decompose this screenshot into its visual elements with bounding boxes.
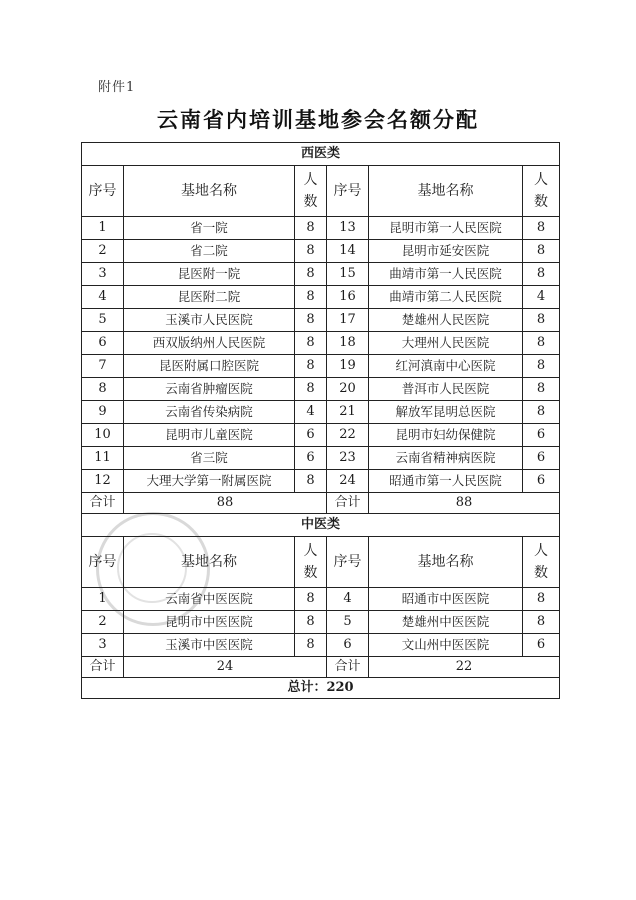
count-cell: 8 — [295, 470, 327, 493]
base-name-cell: 云南省肿瘤医院 — [124, 378, 295, 401]
base-name-cell: 昆明市第一人民医院 — [369, 217, 523, 240]
count-cell: 4 — [523, 286, 560, 309]
table-row — [82, 634, 560, 657]
seq-cell: 24 — [327, 470, 369, 493]
seq-cell: 14 — [327, 240, 369, 263]
header-count: 人 数 — [295, 537, 327, 588]
seq-cell: 16 — [327, 286, 369, 309]
header-count-2: 人 数 — [523, 166, 560, 217]
base-name-cell: 文山州中医医院 — [369, 634, 523, 657]
seq-cell: 18 — [327, 332, 369, 355]
base-name-cell: 昆明市延安医院 — [369, 240, 523, 263]
table-row — [82, 332, 560, 355]
header-seq-2: 序号 — [327, 537, 369, 588]
count-cell: 8 — [523, 611, 560, 634]
table-row — [82, 401, 560, 424]
base-name-cell: 解放军昆明总医院 — [369, 401, 523, 424]
chinese-subtotal-label-2: 合计 — [327, 657, 369, 678]
seq-cell: 3 — [82, 634, 124, 657]
header-count-2: 人 数 — [523, 537, 560, 588]
seq-cell: 7 — [82, 355, 124, 378]
count-cell: 8 — [523, 240, 560, 263]
base-name-cell: 昆明市中医医院 — [124, 611, 295, 634]
seq-cell: 3 — [82, 263, 124, 286]
table-row — [82, 355, 560, 378]
seq-cell: 4 — [327, 588, 369, 611]
table-row — [82, 470, 560, 493]
table-row — [82, 447, 560, 470]
count-cell: 8 — [295, 332, 327, 355]
document-title: 云南省内培训基地参会名额分配 — [157, 107, 479, 132]
header-base-name-2: 基地名称 — [369, 166, 523, 217]
seq-cell: 12 — [82, 470, 124, 493]
header-count: 人 数 — [295, 166, 327, 217]
count-cell: 8 — [295, 217, 327, 240]
base-name-cell: 省三院 — [124, 447, 295, 470]
seq-cell: 4 — [82, 286, 124, 309]
header-seq: 序号 — [82, 166, 124, 217]
base-name-cell: 玉溪市中医医院 — [124, 634, 295, 657]
header-seq: 序号 — [82, 537, 124, 588]
seq-cell: 22 — [327, 424, 369, 447]
base-name-cell: 玉溪市人民医院 — [124, 309, 295, 332]
seq-cell: 23 — [327, 447, 369, 470]
base-name-cell: 昆明市妇幼保健院 — [369, 424, 523, 447]
base-name-cell: 云南省传染病院 — [124, 401, 295, 424]
base-name-cell: 昭通市第一人民医院 — [369, 470, 523, 493]
base-name-cell: 昆医附二院 — [124, 286, 295, 309]
count-cell: 8 — [295, 378, 327, 401]
count-cell: 8 — [523, 588, 560, 611]
table-row — [82, 217, 560, 240]
quota-table — [81, 142, 560, 699]
seq-cell: 21 — [327, 401, 369, 424]
header-base-name-2: 基地名称 — [369, 537, 523, 588]
count-cell: 8 — [295, 240, 327, 263]
count-cell: 8 — [295, 611, 327, 634]
seq-cell: 15 — [327, 263, 369, 286]
count-cell: 8 — [295, 634, 327, 657]
count-cell: 8 — [295, 355, 327, 378]
base-name-cell: 大理州人民医院 — [369, 332, 523, 355]
seq-cell: 13 — [327, 217, 369, 240]
base-name-cell: 大理大学第一附属医院 — [124, 470, 295, 493]
table-row — [82, 378, 560, 401]
western-subtotal-right: 88 — [369, 493, 560, 514]
western-subtotal-left: 88 — [124, 493, 327, 514]
base-name-cell: 昆医附属口腔医院 — [124, 355, 295, 378]
chinese-subtotal-row — [82, 657, 560, 678]
base-name-cell: 曲靖市第二人民医院 — [369, 286, 523, 309]
table-row — [82, 309, 560, 332]
western-section-heading: 西医类 — [82, 143, 560, 166]
seq-cell: 20 — [327, 378, 369, 401]
seq-cell: 11 — [82, 447, 124, 470]
base-name-cell: 云南省精神病医院 — [369, 447, 523, 470]
chinese-section-heading-row — [82, 514, 560, 537]
header-base-name: 基地名称 — [124, 537, 295, 588]
count-cell: 8 — [523, 332, 560, 355]
seq-cell: 1 — [82, 217, 124, 240]
seq-cell: 10 — [82, 424, 124, 447]
grand-total: 总计：220 — [82, 678, 560, 699]
count-cell: 8 — [523, 309, 560, 332]
count-cell: 8 — [295, 309, 327, 332]
count-cell: 8 — [295, 263, 327, 286]
seq-cell: 5 — [82, 309, 124, 332]
count-cell: 8 — [523, 401, 560, 424]
count-cell: 6 — [523, 634, 560, 657]
chinese-subtotal-left: 24 — [124, 657, 327, 678]
base-name-cell: 昆明市儿童医院 — [124, 424, 295, 447]
chinese-subtotal-right: 22 — [369, 657, 560, 678]
base-name-cell: 昭通市中医医院 — [369, 588, 523, 611]
western-subtotal-label-2: 合计 — [327, 493, 369, 514]
table-row — [82, 240, 560, 263]
chinese-header-row — [82, 537, 560, 588]
count-cell: 6 — [295, 424, 327, 447]
count-cell: 8 — [295, 588, 327, 611]
count-cell: 4 — [295, 401, 327, 424]
western-header-row — [82, 166, 560, 217]
seq-cell: 2 — [82, 611, 124, 634]
base-name-cell: 省二院 — [124, 240, 295, 263]
base-name-cell: 楚雄州人民医院 — [369, 309, 523, 332]
table-row — [82, 611, 560, 634]
base-name-cell: 红河滇南中心医院 — [369, 355, 523, 378]
base-name-cell: 省一院 — [124, 217, 295, 240]
table-row — [82, 286, 560, 309]
chinese-section-heading: 中医类 — [82, 514, 560, 537]
count-cell: 6 — [295, 447, 327, 470]
base-name-cell: 曲靖市第一人民医院 — [369, 263, 523, 286]
table-row — [82, 588, 560, 611]
seq-cell: 17 — [327, 309, 369, 332]
count-cell: 8 — [523, 378, 560, 401]
count-cell: 8 — [523, 263, 560, 286]
grand-total-row — [82, 678, 560, 699]
western-subtotal-row — [82, 493, 560, 514]
table-row — [82, 424, 560, 447]
seq-cell: 8 — [82, 378, 124, 401]
count-cell: 6 — [523, 447, 560, 470]
seq-cell: 5 — [327, 611, 369, 634]
base-name-cell: 云南省中医医院 — [124, 588, 295, 611]
western-section-heading-row — [82, 143, 560, 166]
seq-cell: 6 — [327, 634, 369, 657]
seq-cell: 6 — [82, 332, 124, 355]
attachment-label: 附件1 — [98, 80, 136, 95]
table-row — [82, 263, 560, 286]
western-subtotal-label: 合计 — [82, 493, 124, 514]
base-name-cell: 西双版纳州人民医院 — [124, 332, 295, 355]
base-name-cell: 楚雄州中医医院 — [369, 611, 523, 634]
base-name-cell: 普洱市人民医院 — [369, 378, 523, 401]
count-cell: 6 — [523, 470, 560, 493]
header-seq-2: 序号 — [327, 166, 369, 217]
chinese-subtotal-label: 合计 — [82, 657, 124, 678]
seq-cell: 2 — [82, 240, 124, 263]
seq-cell: 19 — [327, 355, 369, 378]
header-base-name: 基地名称 — [124, 166, 295, 217]
base-name-cell: 昆医附一院 — [124, 263, 295, 286]
seq-cell: 9 — [82, 401, 124, 424]
count-cell: 6 — [523, 424, 560, 447]
count-cell: 8 — [523, 217, 560, 240]
seq-cell: 1 — [82, 588, 124, 611]
count-cell: 8 — [523, 355, 560, 378]
count-cell: 8 — [295, 286, 327, 309]
